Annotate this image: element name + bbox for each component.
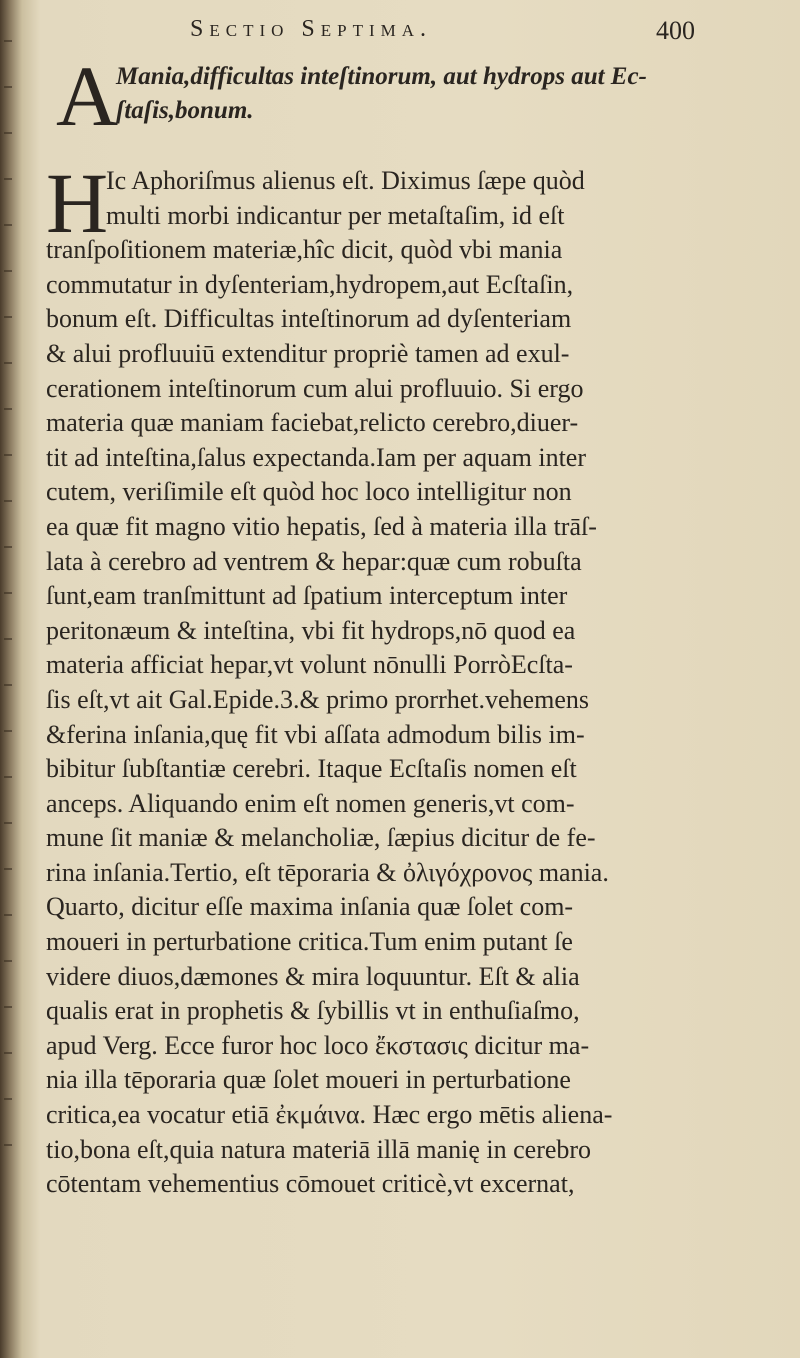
commentary-line: rina inſania.Tertio, eſt tēporaria & ὀλιγόχρονος mania.: [46, 857, 609, 887]
drop-cap-a: A: [56, 48, 119, 144]
commentary-line: & alui profluuiū extenditur propriè tamen ad exul-: [46, 338, 570, 368]
aphorism-line: ſtaſis,bonum.: [116, 97, 254, 124]
aphorism-block: [56, 48, 746, 144]
aphorism-text: [116, 60, 736, 128]
commentary-line: cutem, veriſimile eſt quòd hoc loco intelligitur non: [46, 477, 572, 507]
commentary-line: mune ſit maniæ & melancholiæ, ſæpius dicitur de fe-: [46, 823, 596, 853]
gutter-binding: [0, 40, 14, 1300]
commentary-line: ſunt,eam tranſmittunt ad ſpatium interceptum inter: [46, 581, 568, 611]
commentary-line: videre diuos,dæmones & mira loquuntur. Eſt & alia: [46, 961, 580, 991]
commentary-line: bonum eſt. Difficultas inteſtinorum ad dyſenteriam: [46, 304, 572, 334]
commentary-line: ea quæ fit magno vitio hepatis, ſed à materia illa trāſ-: [46, 511, 597, 541]
commentary-line: tit ad inteſtina,ſalus expectanda.Iam per aquam inter: [46, 442, 587, 472]
commentary-line: critica,ea vocatur etiā ἐκμάινα. Hæc ergo mētis aliena-: [46, 1100, 613, 1130]
commentary-line: multi morbi indicantur per metaſtaſim, id eſt: [106, 200, 565, 230]
running-head: [190, 16, 750, 50]
commentary-line: apud Verg. Ecce furor hoc loco ἔκστασις dicitur ma-: [46, 1030, 590, 1060]
commentary-line: bibitur ſubſtantiæ cerebri. Itaque Ecſtaſis nomen eſt: [46, 754, 577, 784]
commentary-line: anceps. Aliquando enim eſt nomen generis,vt com-: [46, 788, 575, 818]
page-number: 400: [656, 16, 695, 45]
commentary-line: materia afficiat hepar,vt volunt nōnulli PorròEcſta-: [46, 650, 573, 680]
commentary-line: materia quæ maniam faciebat,relicto cerebro,diuer-: [46, 408, 579, 438]
commentary-line: &ferina inſania,quę fit vbi aſſata admodum bilis im-: [46, 719, 585, 749]
drop-cap-h: H: [46, 155, 109, 251]
aphorism-line: Mania,difficultas inteſtinorum, aut hydrops aut Ec-: [116, 63, 647, 90]
commentary-line: Quarto, dicitur eſſe maxima inſania quæ ſolet com-: [46, 892, 574, 922]
commentary-line: tio,bona eſt,quia natura materiā illā manię in cerebro: [46, 1134, 592, 1164]
commentary-line: nia illa tēporaria quæ ſolet moueri in perturbatione: [46, 1065, 571, 1095]
commentary-line: lata à cerebro ad ventrem & hepar:quæ cum robuſta: [46, 546, 582, 576]
section-title: Sectio Septima.: [190, 16, 433, 42]
commentary-line: Ic Aphoriſmus alienus eſt. Diximus ſæpe quòd: [106, 166, 585, 195]
commentary-line: peritonæum & inteſtina, vbi fit hydrops,nō quod ea: [46, 615, 576, 645]
commentary-line: qualis erat in prophetis & ſybillis vt in enthuſiaſmo,: [46, 996, 580, 1026]
commentary-line: cerationem inteſtinorum cum alui profluuio. Si ergo: [46, 373, 584, 403]
commentary-block: [46, 155, 736, 1202]
commentary-line: commutatur in dyſenteriam,hydropem,aut Ecſtaſin,: [46, 269, 574, 299]
commentary-line: moueri in perturbatione critica.Tum enim putant ſe: [46, 927, 573, 957]
commentary-line: tranſpoſitionem materiæ,hîc dicit, quòd vbi mania: [46, 235, 563, 265]
commentary-line: cōtentam vehementius cōmouet criticè,vt excernat,: [46, 1169, 575, 1199]
commentary-line: ſis eſt,vt ait Gal.Epide.3.& primo prorrhet.vehemens: [46, 684, 589, 714]
